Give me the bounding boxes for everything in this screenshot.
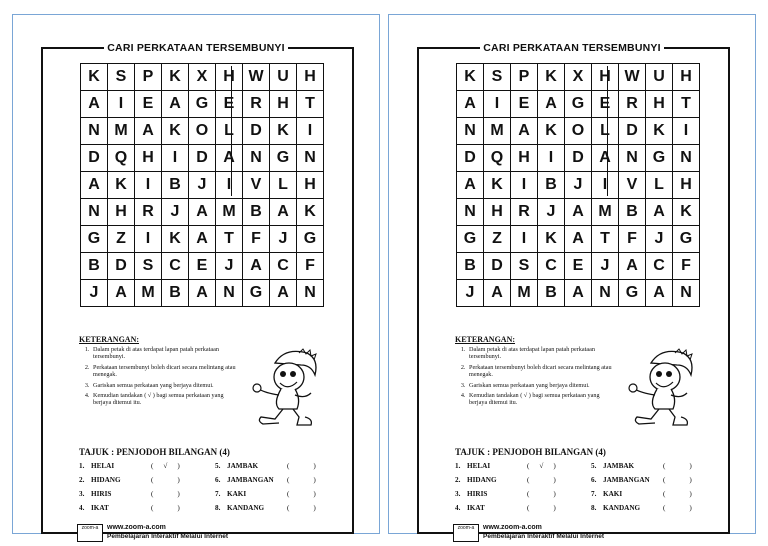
grid-cell: B (243, 199, 270, 226)
grid-cell: H (108, 199, 135, 226)
grid-cell: J (270, 226, 297, 253)
grid-cell: A (646, 280, 673, 307)
grid-cell: B (162, 280, 189, 307)
grid-cell: R (135, 199, 162, 226)
grid-cell: P (511, 64, 538, 91)
grid-cell: E (565, 253, 592, 280)
instruction-item: 3. Gariskan semua perkataan yang berjaya ditemui. (467, 382, 615, 389)
grid-cell: H (673, 64, 700, 91)
grid-cell: N (619, 145, 646, 172)
grid-cell: H (297, 64, 324, 91)
grid-cell: D (81, 145, 108, 172)
instruction-item: 4. Kemudian tandakan ( √ ) bagi semua perkataan yang berjaya ditemui itu. (467, 392, 615, 407)
worksheet-title (389, 38, 755, 56)
logo-text: zoom-a (457, 525, 475, 531)
instructions (79, 335, 239, 410)
grid-cell: F (619, 226, 646, 253)
grid-cell: I (511, 172, 538, 199)
answer-item (591, 476, 692, 484)
grid-cell: Q (108, 145, 135, 172)
grid-cell: G (270, 145, 297, 172)
answer-number: 8. (215, 504, 221, 512)
grid-cell: M (216, 199, 243, 226)
topic-heading: TAJUK : PENJODOH BILANGAN (4) (455, 447, 606, 457)
grid-cell: J (81, 280, 108, 307)
grid-cell: V (243, 172, 270, 199)
grid-cell: T (592, 226, 619, 253)
grid-cell: G (189, 91, 216, 118)
grid-cell: T (297, 91, 324, 118)
answer-checklist (455, 462, 717, 518)
grid-cell: D (243, 118, 270, 145)
answer-row (79, 504, 341, 518)
grid-cell: S (484, 64, 511, 91)
grid-cell: K (457, 64, 484, 91)
grid-cell: N (297, 145, 324, 172)
instructions-title: KETERANGAN: (79, 335, 140, 344)
grid-cell: P (135, 64, 162, 91)
answer-word: JAMBAK (227, 462, 259, 470)
grid-cell: I (108, 91, 135, 118)
answer-item (79, 504, 180, 512)
answer-item (215, 490, 316, 498)
grid-cell: G (619, 280, 646, 307)
grid-cell: K (538, 226, 565, 253)
grid-cell: Z (484, 226, 511, 253)
grid-cell: M (511, 280, 538, 307)
answer-word: KANDANG (603, 504, 641, 512)
topic-heading: TAJUK : PENJODOH BILANGAN (4) (79, 447, 230, 457)
grid-cell: H (673, 172, 700, 199)
answer-checkbox: ( ) (663, 490, 692, 498)
grid-cell: N (81, 118, 108, 145)
grid-cell: A (484, 280, 511, 307)
answer-number: 2. (455, 476, 461, 484)
grid-cell: A (81, 91, 108, 118)
grid-cell: V (619, 172, 646, 199)
grid-cell: L (216, 118, 243, 145)
grid-cell: N (457, 118, 484, 145)
grid-cell: B (162, 172, 189, 199)
grid-cell: G (81, 226, 108, 253)
grid-cell: E (135, 91, 162, 118)
grid-cell: J (216, 253, 243, 280)
grid-cell: N (297, 280, 324, 307)
answer-checkbox: ( ) (151, 476, 180, 484)
answer-word: JAMBANGAN (227, 476, 274, 484)
answer-item (455, 462, 556, 470)
answer-row (455, 476, 717, 490)
word-search-grid (80, 63, 324, 307)
grid-cell: K (538, 118, 565, 145)
answer-item (215, 476, 316, 484)
answer-word: HIRIS (91, 490, 112, 498)
grid-cell: G (243, 280, 270, 307)
grid-cell: F (673, 253, 700, 280)
answer-item (215, 462, 316, 470)
logo-text: zoom-a (81, 525, 99, 531)
worksheet-page-left (12, 14, 380, 540)
grid-cell: A (189, 226, 216, 253)
grid-cell: K (646, 118, 673, 145)
grid-cell: K (108, 172, 135, 199)
answer-item (79, 476, 180, 484)
grid-cell: F (297, 253, 324, 280)
grid-cell: H (216, 64, 243, 91)
answer-number: 1. (455, 462, 461, 470)
footer-tagline: Pembelajaran Interaktif Melalui Internet (107, 533, 229, 540)
grid-cell: D (457, 145, 484, 172)
answer-checkbox: ( √ ) (527, 462, 556, 470)
grid-cell: J (565, 172, 592, 199)
grid-cell: D (108, 253, 135, 280)
grid-cell: L (270, 172, 297, 199)
answer-item (455, 490, 556, 498)
grid-cell: C (162, 253, 189, 280)
grid-cell: B (81, 253, 108, 280)
grid-cell: L (592, 118, 619, 145)
zoom-a-logo (453, 524, 479, 542)
answer-checkbox: ( ) (527, 504, 556, 512)
answer-item (455, 504, 556, 512)
answer-row (79, 476, 341, 490)
grid-cell: A (189, 280, 216, 307)
zoom-a-logo (77, 524, 103, 542)
grid-cell: M (135, 280, 162, 307)
grid-cell: Z (108, 226, 135, 253)
answer-row (79, 462, 341, 476)
grid-cell: K (484, 172, 511, 199)
grid-cell: O (565, 118, 592, 145)
grid-cell: E (216, 91, 243, 118)
worksheet-title (13, 38, 379, 56)
grid-cell: G (457, 226, 484, 253)
grid-cell: T (216, 226, 243, 253)
grid-cell: U (270, 64, 297, 91)
answer-checkbox: ( ) (287, 476, 316, 484)
grid-cell: S (511, 253, 538, 280)
answer-number: 5. (591, 462, 597, 470)
grid-cell: H (135, 145, 162, 172)
grid-cell: I (135, 226, 162, 253)
grid-cell: X (565, 64, 592, 91)
grid-cell: M (484, 118, 511, 145)
answer-item (591, 490, 692, 498)
answer-row (455, 490, 717, 504)
grid-cell: A (538, 91, 565, 118)
grid-cell: H (646, 91, 673, 118)
grid-cell: N (673, 145, 700, 172)
found-word-line (607, 66, 608, 196)
grid-cell: A (162, 91, 189, 118)
grid-cell: I (297, 118, 324, 145)
grid-cell: A (243, 253, 270, 280)
grid-cell: U (646, 64, 673, 91)
grid-cell: A (108, 280, 135, 307)
answer-checklist (79, 462, 341, 518)
grid-cell: A (216, 145, 243, 172)
grid-cell: N (592, 280, 619, 307)
grid-cell: Q (484, 145, 511, 172)
answer-word: KAKI (603, 490, 623, 498)
grid-cell: H (484, 199, 511, 226)
grid-cell: J (457, 280, 484, 307)
worksheet-page-right (388, 14, 756, 540)
grid-cell: J (162, 199, 189, 226)
footer-site: www.zoom-a.com (483, 524, 542, 531)
answer-checkbox: ( ) (151, 504, 180, 512)
grid-cell: L (646, 172, 673, 199)
grid-cell: C (270, 253, 297, 280)
answer-checkbox: ( ) (663, 476, 692, 484)
grid-cell: I (592, 172, 619, 199)
answer-number: 2. (79, 476, 85, 484)
answer-checkbox: ( ) (287, 490, 316, 498)
answer-checkbox: ( ) (663, 462, 692, 470)
grid-cell: R (511, 199, 538, 226)
footer-site: www.zoom-a.com (107, 524, 166, 531)
answer-row (455, 504, 717, 518)
grid-cell: E (592, 91, 619, 118)
grid-cell: W (619, 64, 646, 91)
grid-cell: H (511, 145, 538, 172)
grid-cell: H (270, 91, 297, 118)
grid-cell: F (243, 226, 270, 253)
instructions-list (455, 346, 615, 407)
answer-number: 6. (591, 476, 597, 484)
instruction-item: 2. Perkataan tersembunyi boleh dicari secara melintang atau menegak. (91, 364, 239, 379)
grid-cell: R (243, 91, 270, 118)
answer-word: HIRIS (467, 490, 488, 498)
grid-cell: K (297, 199, 324, 226)
grid-cell: I (673, 118, 700, 145)
answer-item (79, 490, 180, 498)
grid-cell: A (646, 199, 673, 226)
grid-cell: A (81, 172, 108, 199)
answer-item (591, 504, 692, 512)
grid-cell: N (673, 280, 700, 307)
grid-cell: A (457, 172, 484, 199)
grid-cell: X (189, 64, 216, 91)
answer-word: HELAI (467, 462, 491, 470)
answer-number: 3. (455, 490, 461, 498)
grid-cell: N (81, 199, 108, 226)
grid-cell: D (484, 253, 511, 280)
answer-word: JAMBAK (603, 462, 635, 470)
answer-tick: √ (163, 462, 168, 470)
grid-cell: K (162, 64, 189, 91)
answer-item (591, 462, 692, 470)
answer-checkbox: ( √ ) (151, 462, 180, 470)
grid-cell: C (646, 253, 673, 280)
grid-cell: O (189, 118, 216, 145)
instruction-item: 2. Perkataan tersembunyi boleh dicari secara melintang atau menegak. (467, 364, 615, 379)
grid-cell: A (565, 280, 592, 307)
instruction-item: 3. Gariskan semua perkataan yang berjaya ditemui. (91, 382, 239, 389)
answer-tick: √ (539, 462, 544, 470)
answer-number: 7. (215, 490, 221, 498)
answer-word: IKAT (91, 504, 109, 512)
answer-checkbox: ( ) (527, 490, 556, 498)
grid-cell: N (216, 280, 243, 307)
answer-checkbox: ( ) (151, 490, 180, 498)
grid-cell: M (108, 118, 135, 145)
grid-cell: D (619, 118, 646, 145)
grid-cell: A (565, 199, 592, 226)
grid-cell: M (592, 199, 619, 226)
grid-cell: I (538, 145, 565, 172)
grid-cell: A (592, 145, 619, 172)
answer-number: 6. (215, 476, 221, 484)
answer-number: 3. (79, 490, 85, 498)
answer-item (455, 476, 556, 484)
grid-cell: A (457, 91, 484, 118)
grid-cell: A (619, 253, 646, 280)
answer-word: HELAI (91, 462, 115, 470)
answer-word: HIDANG (467, 476, 497, 484)
grid-cell: G (646, 145, 673, 172)
grid-cell: E (511, 91, 538, 118)
grid-cell: E (189, 253, 216, 280)
grid-cell: J (592, 253, 619, 280)
title-text: CARI PERKATAAN TERSEMBUNYI (104, 42, 287, 54)
grid-cell: I (162, 145, 189, 172)
grid-cell: A (565, 226, 592, 253)
answer-checkbox: ( ) (663, 504, 692, 512)
grid-cell: C (538, 253, 565, 280)
grid-cell: H (592, 64, 619, 91)
grid-cell: J (538, 199, 565, 226)
grid-cell: K (81, 64, 108, 91)
title-text: CARI PERKATAAN TERSEMBUNYI (480, 42, 663, 54)
grid-cell: A (270, 199, 297, 226)
grid-cell: S (135, 253, 162, 280)
grid-cell: I (135, 172, 162, 199)
instructions-list (79, 346, 239, 407)
answer-checkbox: ( ) (287, 462, 316, 470)
grid-cell: D (189, 145, 216, 172)
answer-row (79, 490, 341, 504)
grid-cell: I (216, 172, 243, 199)
answer-word: KANDANG (227, 504, 265, 512)
answer-number: 4. (455, 504, 461, 512)
grid-cell: S (108, 64, 135, 91)
answer-checkbox: ( ) (287, 504, 316, 512)
grid-cell: A (270, 280, 297, 307)
word-search-grid (456, 63, 700, 307)
answer-number: 5. (215, 462, 221, 470)
mascot-illustration (621, 345, 701, 427)
instruction-item: 1. Dalam petak di atas terdapat lapan patah perkataan tersembunyi. (467, 346, 615, 361)
grid-cell: B (457, 253, 484, 280)
answer-checkbox: ( ) (527, 476, 556, 484)
grid-cell: G (297, 226, 324, 253)
answer-word: HIDANG (91, 476, 121, 484)
grid-cell: B (619, 199, 646, 226)
answer-item (79, 462, 180, 470)
answer-number: 7. (591, 490, 597, 498)
answer-word: IKAT (467, 504, 485, 512)
grid-cell: K (673, 199, 700, 226)
grid-cell: I (484, 91, 511, 118)
instruction-item: 1. Dalam petak di atas terdapat lapan patah perkataan tersembunyi. (91, 346, 239, 361)
grid-cell: B (538, 280, 565, 307)
grid-cell: A (135, 118, 162, 145)
grid-cell: W (243, 64, 270, 91)
grid-cell: J (646, 226, 673, 253)
answer-word: KAKI (227, 490, 247, 498)
found-word-line (231, 66, 232, 196)
grid-cell: R (619, 91, 646, 118)
mascot-illustration (245, 345, 325, 427)
footer-tagline: Pembelajaran Interaktif Melalui Internet (483, 533, 605, 540)
instructions-title: KETERANGAN: (455, 335, 516, 344)
grid-cell: N (457, 199, 484, 226)
answer-number: 8. (591, 504, 597, 512)
answer-number: 4. (79, 504, 85, 512)
grid-cell: N (243, 145, 270, 172)
grid-cell: K (162, 226, 189, 253)
grid-cell: J (189, 172, 216, 199)
grid-cell: G (673, 226, 700, 253)
grid-cell: B (538, 172, 565, 199)
answer-word: JAMBANGAN (603, 476, 650, 484)
grid-cell: H (297, 172, 324, 199)
grid-cell: G (565, 91, 592, 118)
grid-cell: K (270, 118, 297, 145)
grid-cell: A (189, 199, 216, 226)
instructions (455, 335, 615, 410)
grid-cell: I (511, 226, 538, 253)
answer-item (215, 504, 316, 512)
instruction-item: 4. Kemudian tandakan ( √ ) bagi semua perkataan yang berjaya ditemui itu. (91, 392, 239, 407)
answer-number: 1. (79, 462, 85, 470)
grid-cell: K (538, 64, 565, 91)
answer-row (455, 462, 717, 476)
grid-cell: K (162, 118, 189, 145)
grid-cell: T (673, 91, 700, 118)
grid-cell: D (565, 145, 592, 172)
grid-cell: A (511, 118, 538, 145)
